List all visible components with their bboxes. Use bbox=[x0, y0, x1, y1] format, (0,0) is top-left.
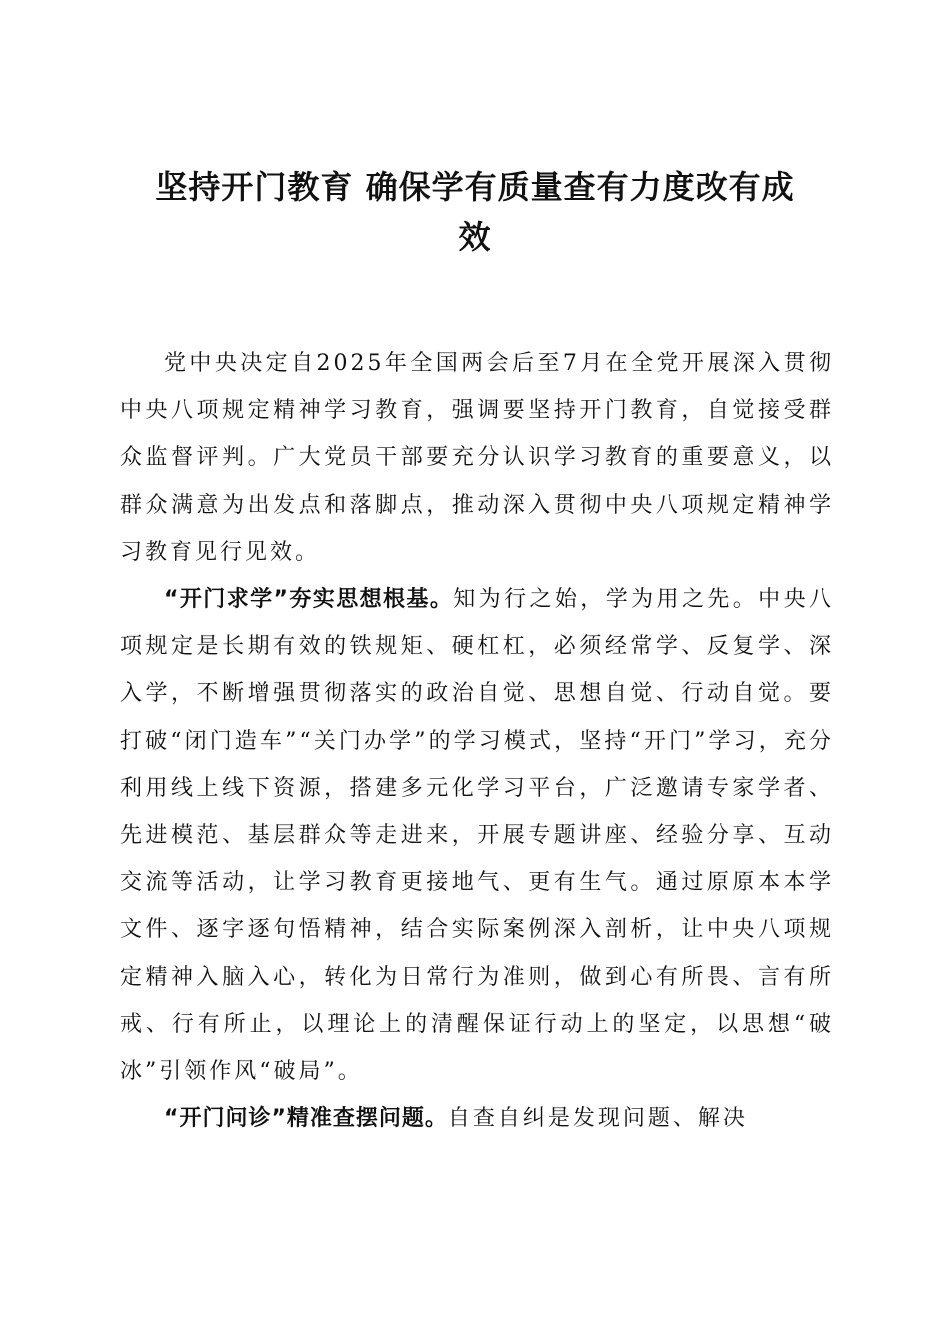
paragraph-text: 自查自纠是发现问题、解决 bbox=[447, 1106, 748, 1132]
paragraph-heading: “开门问诊”精准查摆问题。 bbox=[164, 1106, 448, 1132]
title-line-1: 坚持开门教育 确保学有质量查有力度改有成 bbox=[155, 168, 795, 206]
paragraph-text: 党中央决定自2025年全国两会后至7月在全党开展深入贯彻中央八项规定精神学习教育，强调要坚持开门教育，自觉接受群众监督评判。广大党员干部要充分认识学习教育的重要意义，以群众满意为出发点和落脚点，推动深入贯彻中央八项规定精神学习教育见行见效。 bbox=[120, 351, 834, 565]
paragraph-text: 知为行之始，学为用之先。中央八项规定是长期有效的铁规矩、硬杠杠，必须经常学、反复学、深入学，不断增强贯彻落实的政治自觉、思想自觉、行动自觉。要打破“闭门造车”“关门办学”的学习模式，坚持“开门”学习，充分利用线上线下资源，搭建多元化学习平台，广泛邀请专家学者、先进模范、基层群众等走进来，开展专题讲座、经验分享、互动交流等活动，让学习教育更接地气、更有生气。通过原原本本学文件、逐字逐句悟精神，结合实际案例深入剖析，让中央八项规定精神入脑入心，转化为日常行为准则，做到心有所畏、言有所戒、行有所止，以理论上的清醒保证行动上的坚定，以思想“破冰”引领作风“破局”。 bbox=[120, 587, 834, 1085]
page-title bbox=[120, 162, 830, 262]
paragraph-open-study bbox=[120, 576, 834, 1095]
paragraph-heading: “开门求学”夯实思想根基。 bbox=[164, 587, 454, 613]
paragraph-open-diagnosis bbox=[120, 1095, 834, 1142]
paragraph-intro bbox=[120, 340, 834, 576]
title-line-2: 效 bbox=[458, 218, 492, 256]
document-body bbox=[120, 340, 834, 1142]
